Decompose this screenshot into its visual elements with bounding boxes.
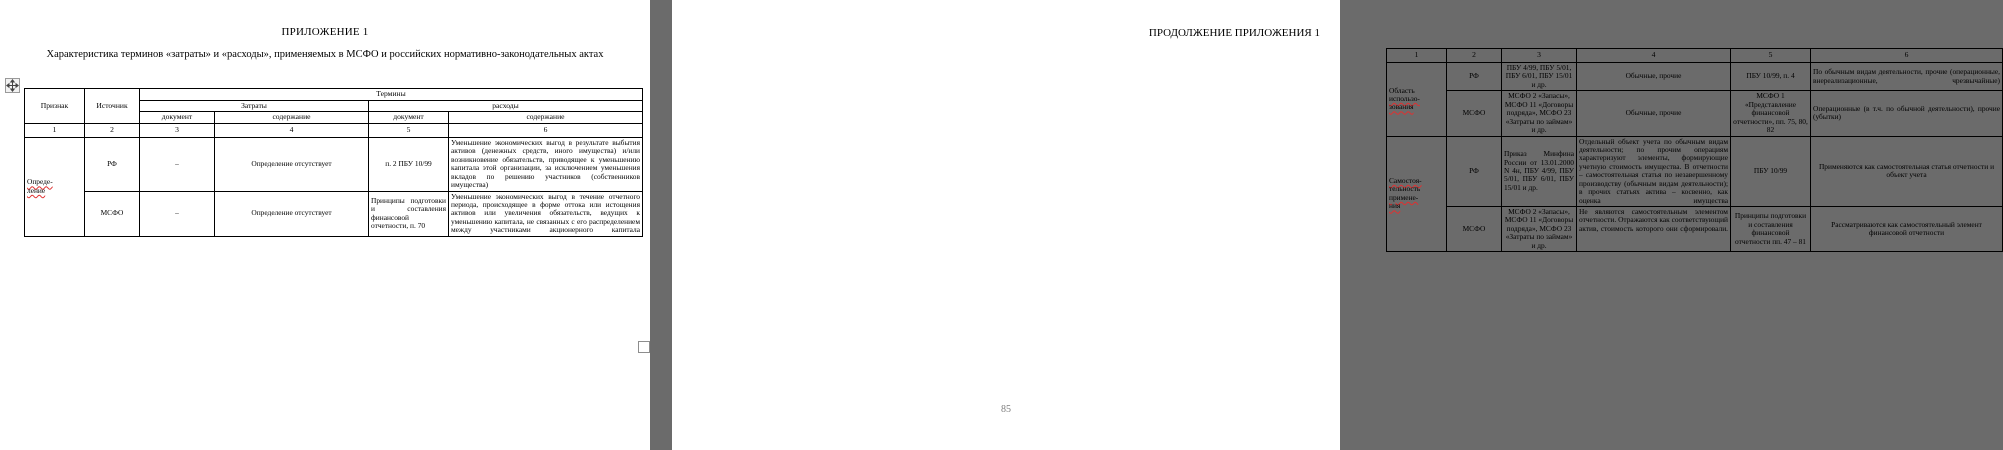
cell-source: МСФО [1447, 207, 1502, 252]
col-number: 6 [1811, 49, 2003, 63]
table-row [1387, 91, 2003, 136]
header-document-zatraty: документ [140, 112, 215, 124]
header-zatraty: Затраты [140, 100, 369, 112]
row-label-line1: Самостоя- [1389, 175, 1422, 185]
workspace-right-margin [1340, 0, 1377, 450]
cell-zatraty-document: МСФО 2 «Запасы», МСФО 11 «Договоры подряда», МСФО 23 «Затраты по займам» и др. [1502, 207, 1577, 252]
row-label-opredelenie [25, 137, 85, 236]
row-label-line3: зования [1389, 102, 1414, 112]
cell-raskhody-document: ПБУ 10/99, п. 4 [1731, 63, 1811, 91]
col-number: 2 [1447, 49, 1502, 63]
col-number: 3 [140, 123, 215, 137]
table-row [25, 191, 643, 236]
table-header-row [25, 89, 643, 101]
cell-raskhody-soderzhanie: Рассматриваются как самостоятельный элемент финансовой отчетности [1811, 207, 2003, 252]
cell-source: РФ [1447, 136, 1502, 207]
page-number: 85 [1001, 404, 1011, 415]
header-raskhody: расходы [369, 100, 643, 112]
row-label-oblast-ispolzovaniya [1387, 63, 1447, 137]
header-soderzhanie-zatraty: содержание [215, 112, 369, 124]
cell-raskhody-document: п. 2 ПБУ 10/99 [369, 137, 449, 191]
cell-raskhody-document: Принципы подготовки и составления финансовой отчетности пп. 47 – 81 [1731, 207, 1811, 252]
col-number: 5 [369, 123, 449, 137]
cell-zatraty-soderzhanie: Определение отсутствует [215, 137, 369, 191]
col-number: 4 [215, 123, 369, 137]
row-label-line3: примене- [1389, 192, 1419, 202]
cell-zatraty-soderzhanie: Обычные, прочие [1577, 63, 1731, 91]
cell-raskhody-soderzhanie: Применяются как самостоятельная статья отчетности и объект учета [1811, 136, 2003, 207]
appendix-continuation-heading: ПРОДОЛЖЕНИЕ ПРИЛОЖЕНИЯ 1 [1148, 27, 1320, 39]
appendix-table-left [24, 88, 643, 237]
cell-zatraty-soderzhanie: Обычные, прочие [1577, 91, 1731, 136]
document-page-left [0, 0, 650, 450]
cell-source: РФ [1447, 63, 1502, 91]
table-row [25, 137, 643, 191]
cell-zatraty-document: МСФО 2 «Запасы», МСФО 11 «Договоры подряда», МСФО 23 «Затраты по займам» и др. [1502, 91, 1577, 136]
header-priznak: Признак [25, 89, 85, 124]
cell-raskhody-soderzhanie: Уменьшение экономических выгод в течение отчетного периода, происходящее в форме оттока или истощения активов или увеличения обязательств, ведущих к уменьшению капитала, не связанных с его распределением между участниками акционерного капитала [449, 191, 643, 236]
cell-source: МСФО [1447, 91, 1502, 136]
table-row [1387, 63, 2003, 91]
header-istochnik: Источник [85, 89, 140, 124]
table-number-row [25, 123, 643, 137]
cell-raskhody-document: Принципы подготовки и составления финансовой отчетности, п. 70 [369, 191, 449, 236]
col-number: 6 [449, 123, 643, 137]
cell-zatraty-document: – [140, 137, 215, 191]
row-label-samostoyatelnost-primeneniya [1387, 136, 1447, 252]
cell-raskhody-document: МСФО 1 «Представление финансовой отчетности», пп. 75, 80, 82 [1731, 91, 1811, 136]
page-gutter [650, 0, 672, 450]
cell-zatraty-soderzhanie: Не являются самостоятельным элементом отчетности. Отражаются как соответствующий актив, стоимость которого они сформировали. [1577, 207, 1731, 252]
cell-zatraty-document: Приказ Минфина России от 13.01.2000 N 4н, ПБУ 4/99, ПБУ 5/01, ПБУ 6/01, ПБУ 15/01 и др. [1502, 136, 1577, 207]
cell-zatraty-document: ПБУ 4/99, ПБУ 5/01, ПБУ 6/01, ПБУ 15/01 и др. [1502, 63, 1577, 91]
col-number: 1 [25, 123, 85, 137]
row-label-line2: ление [27, 185, 46, 195]
appendix-table-right [1386, 48, 2003, 252]
cell-source: РФ [85, 137, 140, 191]
row-label-line2: использо- [1389, 94, 1420, 104]
document-page-right [672, 0, 2000, 450]
cell-zatraty-document: – [140, 191, 215, 236]
header-document-raskhody: документ [369, 112, 449, 124]
cell-zatraty-soderzhanie: Отдельный объект учета по обычным видам деятельности; по прочим операциям характеризуют элементы, формирующие учетную стоимость имущества. В отчетности – самостоятельная статья по незавершенному производству (обычным видам деятельности); в прочих статьях актива – косвенно, как оценка имущества [1577, 136, 1731, 207]
col-number: 4 [1577, 49, 1731, 63]
col-number: 3 [1502, 49, 1577, 63]
col-number: 5 [1731, 49, 1811, 63]
header-soderzhanie-raskhody: содержание [449, 112, 643, 124]
cell-raskhody-soderzhanie: По обычным видам деятельности, прочие (операционные, внереализационные, чрезвычайные) [1811, 63, 2003, 91]
table-row [1387, 207, 2003, 252]
col-number: 2 [85, 123, 140, 137]
header-terminy: Термины [140, 89, 643, 101]
cell-raskhody-soderzhanie: Уменьшение экономических выгод в результате выбытия активов (денежных средств, иного имущества) и/или возникновение обязательств, приводящее к уменьшению капитала этой организации, за исключением уменьшения вкладов по решению участников (собственников имущества) [449, 137, 643, 191]
cell-raskhody-soderzhanie: Операционные (в т.ч. по обычной деятельности), прочие (убытки) [1811, 91, 2003, 136]
cell-raskhody-document: ПБУ 10/99 [1731, 136, 1811, 207]
col-number: 1 [1387, 49, 1447, 63]
row-label-line4: ния [1389, 201, 1401, 211]
cell-zatraty-soderzhanie: Определение отсутствует [215, 191, 369, 236]
row-label-line1: Опреде- [27, 177, 53, 187]
table-row [1387, 136, 2003, 207]
cell-source: МСФО [85, 191, 140, 236]
table-resize-handle-icon[interactable] [638, 341, 650, 353]
table-move-handle-icon[interactable] [5, 78, 20, 93]
appendix-subheading: Характеристика терминов «затраты» и «расходы», применяемых в МСФО и российских нормативно-законодательных актах [46, 49, 604, 60]
row-label-line2: тельность [1389, 184, 1421, 194]
appendix-heading: ПРИЛОЖЕНИЕ 1 [281, 26, 369, 38]
row-label-line1: Область [1389, 85, 1415, 95]
table-number-row [1387, 49, 2003, 63]
